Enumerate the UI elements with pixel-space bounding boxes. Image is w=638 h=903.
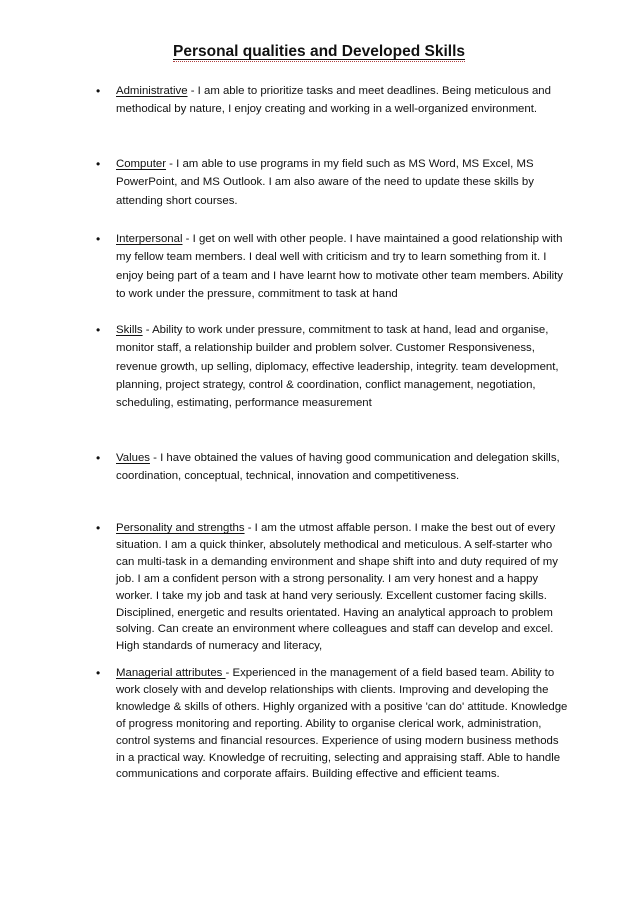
bullet-icon: • xyxy=(96,451,101,465)
item-text: - I have obtained the values of having good communication and delegation skills, coordination, conceptual, technical, innovation and competitiveness. xyxy=(116,452,560,483)
bullet-icon: • xyxy=(96,157,101,171)
list-item-values xyxy=(96,449,568,486)
bullet-icon: • xyxy=(96,323,101,337)
item-text: - I am able to use programs in my field such as MS Word, MS Excel, MS PowerPoint, and MS Outlook. I am also aware of the need to update these skills by attending short courses. xyxy=(116,158,534,207)
item-label: Administrative xyxy=(116,85,188,97)
item-label: Values xyxy=(116,452,150,464)
list-item-personality xyxy=(96,520,568,655)
page-title-text: Personal qualities and Developed Skills xyxy=(172,43,466,60)
item-label: Interpersonal xyxy=(116,233,183,245)
item-text: - Ability to work under pressure, commitment to task at hand, lead and organise, monitor staff, a relationship builder and problem solver. Customer Responsiveness, revenue growth, up selling, diplomacy, effective leadership, integrity. team development, planning, project strategy, control & coordination, conflict management, negotiation, scheduling, estimating, performance measurement xyxy=(116,324,559,410)
item-text: - Experienced in the management of a field based team. Ability to work closely with and develop relationships with clients. Improving and developing the knowledge & skills of others. Highly organized with a positive 'can do' attitude. Knowledge of progress monitoring and reporting. Ability to organise clerical work, administration, control systems and financial resources. Experience of using modern business methods in a practical way. Knowledge of recruiting, selecting and appraising staff. Able to handle communications and corporate affairs. Building effective and efficient teams. xyxy=(116,667,568,781)
item-label: Computer xyxy=(116,158,167,170)
page-title xyxy=(0,42,638,62)
bullet-icon: • xyxy=(96,666,101,680)
list-item-managerial xyxy=(96,665,568,783)
list-item-interpersonal xyxy=(96,230,568,303)
bullet-icon: • xyxy=(96,232,101,246)
list-item-administrative xyxy=(96,82,568,119)
list-item-skills xyxy=(96,321,568,412)
item-label: Skills xyxy=(116,324,143,336)
bullet-icon: • xyxy=(96,84,101,98)
list-item-computer xyxy=(96,155,568,210)
item-label: Personality and strengths xyxy=(116,522,245,534)
item-text: - I am the utmost affable person. I make the best out of every situation. I am a quick thinker, absolutely methodical and meticulous. A self-starter who can multi-task in a demanding environment and shape shift into and duty required of my job. I am a confident person with a strong personality. I am very honest and a happy worker. I take my job and task at hand very seriously. Excellent customer facing skills. Disciplined, energetic and results orientated. Having an analytical approach to problem solving. Can create an environment where colleagues and staff can develop and excel. High standards of numeracy and literacy, xyxy=(116,522,558,653)
bullet-icon: • xyxy=(96,521,101,535)
item-text: - I am able to prioritize tasks and meet deadlines. Being meticulous and methodical by nature, I enjoy creating and working in a well-organized environment. xyxy=(116,85,551,116)
item-text: - I get on well with other people. I have maintained a good relationship with my fellow team members. I deal well with criticism and try to learn something from it. I enjoy being part of a team and I have learnt how to motivate other team members. Ability to work under the pressure, commitment to task at hand xyxy=(116,233,564,300)
item-label: Managerial attributes xyxy=(116,667,226,679)
